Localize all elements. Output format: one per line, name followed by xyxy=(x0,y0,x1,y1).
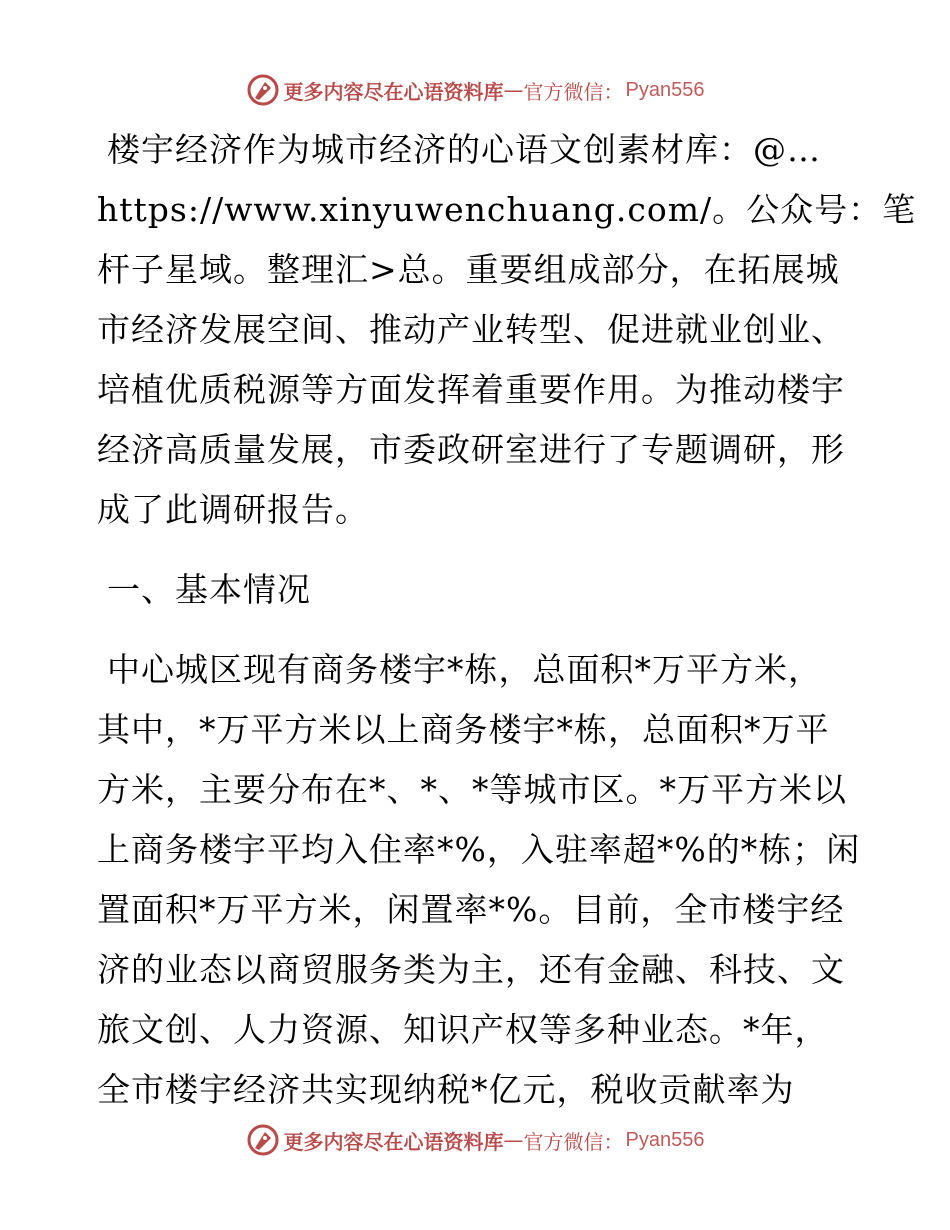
pen-nib-logo-icon xyxy=(246,1123,280,1157)
text-line: 培植优质税源等方面发挥着重要作用。为推动楼宇 xyxy=(97,370,845,409)
basic-situation-paragraph xyxy=(97,640,861,1120)
text-line: 楼宇经济作为城市经济的心语文创素材库：@… xyxy=(107,130,821,169)
text-line: https://www.xinyuwenchuang.com/。公众号：笔 xyxy=(97,190,917,229)
text-line: 经济高质量发展，市委政研室进行了专题调研，形 xyxy=(97,430,845,469)
text-line: 中心城区现有商务楼宇*栋，总面积*万平方米， xyxy=(107,650,822,689)
text-line: 济的业态以商贸服务类为主，还有金融、科技、文 xyxy=(97,950,845,989)
text-line: 其中，*万平方米以上商务楼宇*栋，总面积*万平 xyxy=(97,710,830,749)
text-line: 市经济发展空间、推动产业转型、促进就业创业、 xyxy=(97,310,845,349)
text-line: 杆子星域。整理汇>总。重要组成部分，在拓展城 xyxy=(97,250,840,289)
footer-watermark xyxy=(0,1120,950,1160)
text-line: 成了此调研报告。 xyxy=(97,490,369,529)
text-line: 方米，主要分布在*、*、*等城市区。*万平方米以 xyxy=(97,770,847,809)
watermark-brand-text: 更多内容尽在心语资料库 xyxy=(283,79,504,104)
watermark-separator: — xyxy=(503,1128,524,1152)
text-line: 旅文创、人力资源、知识产权等多种业态。*年， xyxy=(97,1010,829,1049)
watermark-brand-text: 更多内容尽在心语资料库 xyxy=(283,1129,504,1154)
document-body xyxy=(97,120,917,1120)
header-watermark xyxy=(0,70,950,110)
text-line: 置面积*万平方米，闲置率*%。目前，全市楼宇经 xyxy=(97,890,845,929)
pen-nib-logo-icon xyxy=(246,73,280,107)
text-line: 上商务楼宇平均入住率*%，入驻率超*%的*栋；闲 xyxy=(97,830,861,869)
watermark-wechat-id: Pyan556 xyxy=(625,78,705,101)
watermark-wechat-id: Pyan556 xyxy=(625,1128,705,1151)
section-heading xyxy=(97,560,857,620)
text-line: 全市楼宇经济共实现纳税*亿元，税收贡献率为 xyxy=(97,1070,795,1109)
paragraph-gap xyxy=(97,540,857,560)
heading-text: 一、基本情况 xyxy=(107,570,311,609)
watermark-wechat-label: 官方微信： xyxy=(523,79,624,104)
watermark-wechat-label: 官方微信： xyxy=(523,1129,624,1154)
watermark-separator: — xyxy=(503,78,524,102)
intro-paragraph xyxy=(97,120,917,540)
paragraph-gap xyxy=(97,620,857,640)
